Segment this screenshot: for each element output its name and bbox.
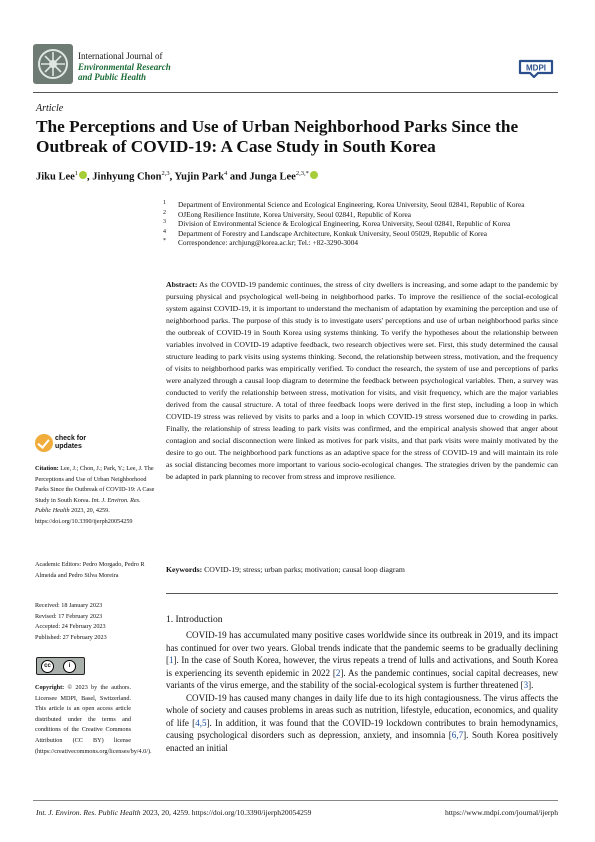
header-rule [33,92,558,93]
author-affil-sup: 2,3 [161,170,170,177]
author-affil-sup: 1 [74,170,79,177]
check-updates-label [55,435,86,451]
mdpi-logo-icon [516,57,556,79]
affiliations [163,200,563,248]
body-text-segment: COVID-19 has accumulated many positive cases worldwide since its outbreak in 2019, and its impact has continued for over two years. Global trends indicate that the pandemic seems to be gradually declining [ [166,630,558,665]
affiliation-number: 4 [163,228,166,235]
publication-dates [35,601,157,643]
affiliation-number: 2 [163,209,166,216]
abstract-label: Abstract: [166,280,198,289]
orcid-icon[interactable] [79,171,87,179]
citation-text: Lee, J.; Chon, J.; Park, Y.; Lee, J. The Perceptions and Use of Urban Neighborhood Parks Since the Outbreak of COVID-19: A Case Study in South Korea. [35,465,155,504]
author-separator: , [87,171,93,183]
correspondence-item [163,238,563,248]
author-affil-sup: 4 [223,170,228,177]
affiliation-item [163,229,563,239]
academic-editors: Academic Editors: Pedro Morgado, Pedro R Almeida and Pedro Silva Moreira [35,561,145,579]
article-title: The Perceptions and Use of Urban Neighborhood Parks Since the Outbreak of COVID-19: A Case Study in South Korea [36,117,519,156]
author-separator: , [169,171,175,183]
body-text-segment: ]. South Korea positively enacted an initial [166,730,558,753]
journal-name-line3: and Public Health [78,72,147,82]
copyright-text: © 2023 by the authors. Licensee MDPI, Basel, Switzerland. This article is an open access article distributed under the terms and conditions of the Creative Commons Attribution (CC BY) license (https://creativecommons.org/licenses/by/4.0/). [35,684,152,755]
footer-rule [33,800,558,801]
affiliation-text: Division of Environmental Science & Ecological Engineering, Korea University, Seoul 02841, Republic of Korea [178,219,511,229]
journal-name-line1: International Journal of [78,51,163,61]
footer-citation[interactable]: 2023, 20, 4259. https://doi.org/10.3390/ijerph20054259 [142,808,312,817]
footer-journal-url[interactable]: https://www.mdpi.com/journal/ijerph [445,808,558,817]
accepted-date: Accepted: 24 February 2023 [35,623,106,631]
published-date: Published: 27 February 2023 [35,633,107,641]
citation-journal: Int. J. Environ. Res. Public Health [35,496,141,515]
affiliation-item [163,219,563,229]
affiliation-number: 3 [163,219,166,226]
check-updates-icon [35,434,53,452]
journal-name-line2: Environmental Research [78,61,171,72]
body-text-segment: ]. [528,680,534,690]
copyright-notice [35,683,152,757]
keywords [166,565,558,574]
journal-logo-icon [33,44,73,84]
revised-date: Revised: 17 February 2023 [35,612,103,620]
check-for-updates-button[interactable] [35,434,91,456]
author-name[interactable]: Jinhyung Chon [92,171,162,183]
author-separator: and [227,171,250,183]
page-footer [36,808,558,817]
body-text-segment: ]. In the case of South Korea, however, the virus repeats a trend of lulls and activations, and South Korea is experiencing its seventh epidemic in 2022 [ [166,655,558,678]
affiliation-item [163,200,563,210]
section-heading: 1. Introduction [166,615,223,625]
correspondence-text: Correspondence: archjung@korea.ac.kr; Tel.: +82-3290-3004 [178,238,358,248]
cc-by-license-badge[interactable] [36,657,85,675]
received-date: Received: 18 January 2023 [35,602,103,609]
reference-link[interactable]: 2 [335,667,341,678]
attribution-icon: i [63,660,76,673]
affiliation-text: Department of Environmental Science and Ecological Engineering, Korea University, Seoul 02841, Republic of Korea [178,200,525,209]
body-text-segment: COVID-19 has caused many changes in daily life due to its high contagiousness. The virus affects the whole of society and causes problems in areas such as nutrition, lifestyle, education, economics, and quality of life [ [166,692,558,728]
abstract [166,279,558,483]
author-name[interactable]: Jiku Lee [36,171,75,183]
reference-link[interactable]: 4,5 [195,717,207,728]
citation-label: Citation: [35,465,59,472]
abstract-rule [166,593,558,594]
author-affil-sup: 2,3,* [295,170,309,177]
copyright-label: Copyright: [35,684,65,691]
keywords-label: Keywords: [166,565,203,574]
author-list [36,170,318,183]
affiliation-text: OJEong Resilience Institute, Korea University, Seoul 02841, Republic of Korea [178,209,411,219]
paragraph [166,629,558,692]
body-text-segment: ]. As the pandemic continues, social capital decreases, new variants of the virus emerge, and the stability of the social-ecological system is further threatened [ [166,667,558,690]
citation-volume-doi[interactable]: 2023, 20, 4259. https://doi.org/10.3390/ijerph20054259 [35,507,133,525]
cc-icon: cc [41,660,54,673]
affiliation-text: Department of Forestry and Landscape Architecture, Konkuk University, Seoul 05029, Republic of Korea [178,228,487,238]
reference-link[interactable]: 6,7 [451,730,464,740]
reference-link[interactable]: 3 [523,680,529,690]
reference-link[interactable]: 1 [169,655,174,665]
orcid-icon[interactable] [310,171,318,179]
footer-journal: Int. J. Environ. Res. Public Health [36,808,141,817]
journal-name [78,51,171,83]
author-name[interactable]: Junga Lee [249,171,296,183]
affiliation-number: * [163,238,166,245]
check-updates-line2: updates [55,443,82,450]
article-type: Article [36,103,64,114]
introduction-body [166,629,558,754]
author-name[interactable]: Yujin Park [174,171,224,183]
body-text-segment: ]. In addition, it was found that the COVID-19 lockdown contributes to brain hemodynamics, causing psychological disorders such as depression, anxiety, and insomnia [ [166,717,558,740]
abstract-text: As the COVID-19 pandemic continues, the stress of city dwellers is increasing, and some adapt to the pandemic by pursuing physical and psychological well-being in neighborhood parks. To improve the resilience of the social-ecological system against COVID-19, it is important to understand the mechanism of adaptation by examining the perception and use of neighborhood parks. The purpose of this study is to investigate users' perceptions and use of urban neighborhood parks since the outbreak of COVID-19 in South Korea using systems thinking. To verify the hypotheses about the relationship between variables involved in COVID-19 adaptive feedback, two research objectives were set. First, this study determined the causal structure leading to park visits using systems thinking. Second, the relationship between stress, motivation, and the frequency of visits to neighborhood parks was empirically verified. To conduct the research, the system of use and perceptions of parks were analyzed through a causal loop diagram to determine the feedback between psychological variables. Then, a survey was conducted to verify the relationship between stress, motivation for visits, and visit frequency, which are the major variables derived from the causal structure. A total of three feedback loops were derived in the first step, including a loop in which COVID-19 stress was relieved by visits to parks and a loop in which COVID-19 stress worsened due to crowding in parks. Finally, the relationship of stress leading to park visits was confirmed, and the empirical analysis showed that anger about contagion and social disconnection were linked as motives for park visits, and that park visits were mainly motivated by the desire to go out. The neighborhood park functions as an adaptive space for the stress of COVID-19 and will maintain its role as social distancing becomes more important to various socio-ecological changes. The strategies driven by the pandemic can be adapted in park planning to recover from stress and improve resilience. [166,280,558,481]
mdpi-logo-text: MDPI [526,63,546,73]
check-updates-line1: check for [55,435,87,442]
paragraph [166,692,558,755]
citation [35,464,157,528]
affiliation-number: 1 [163,200,166,206]
keywords-text: COVID-19; stress; urban parks; motivation; causal loop diagram [204,565,405,574]
affiliation-item [163,210,563,220]
